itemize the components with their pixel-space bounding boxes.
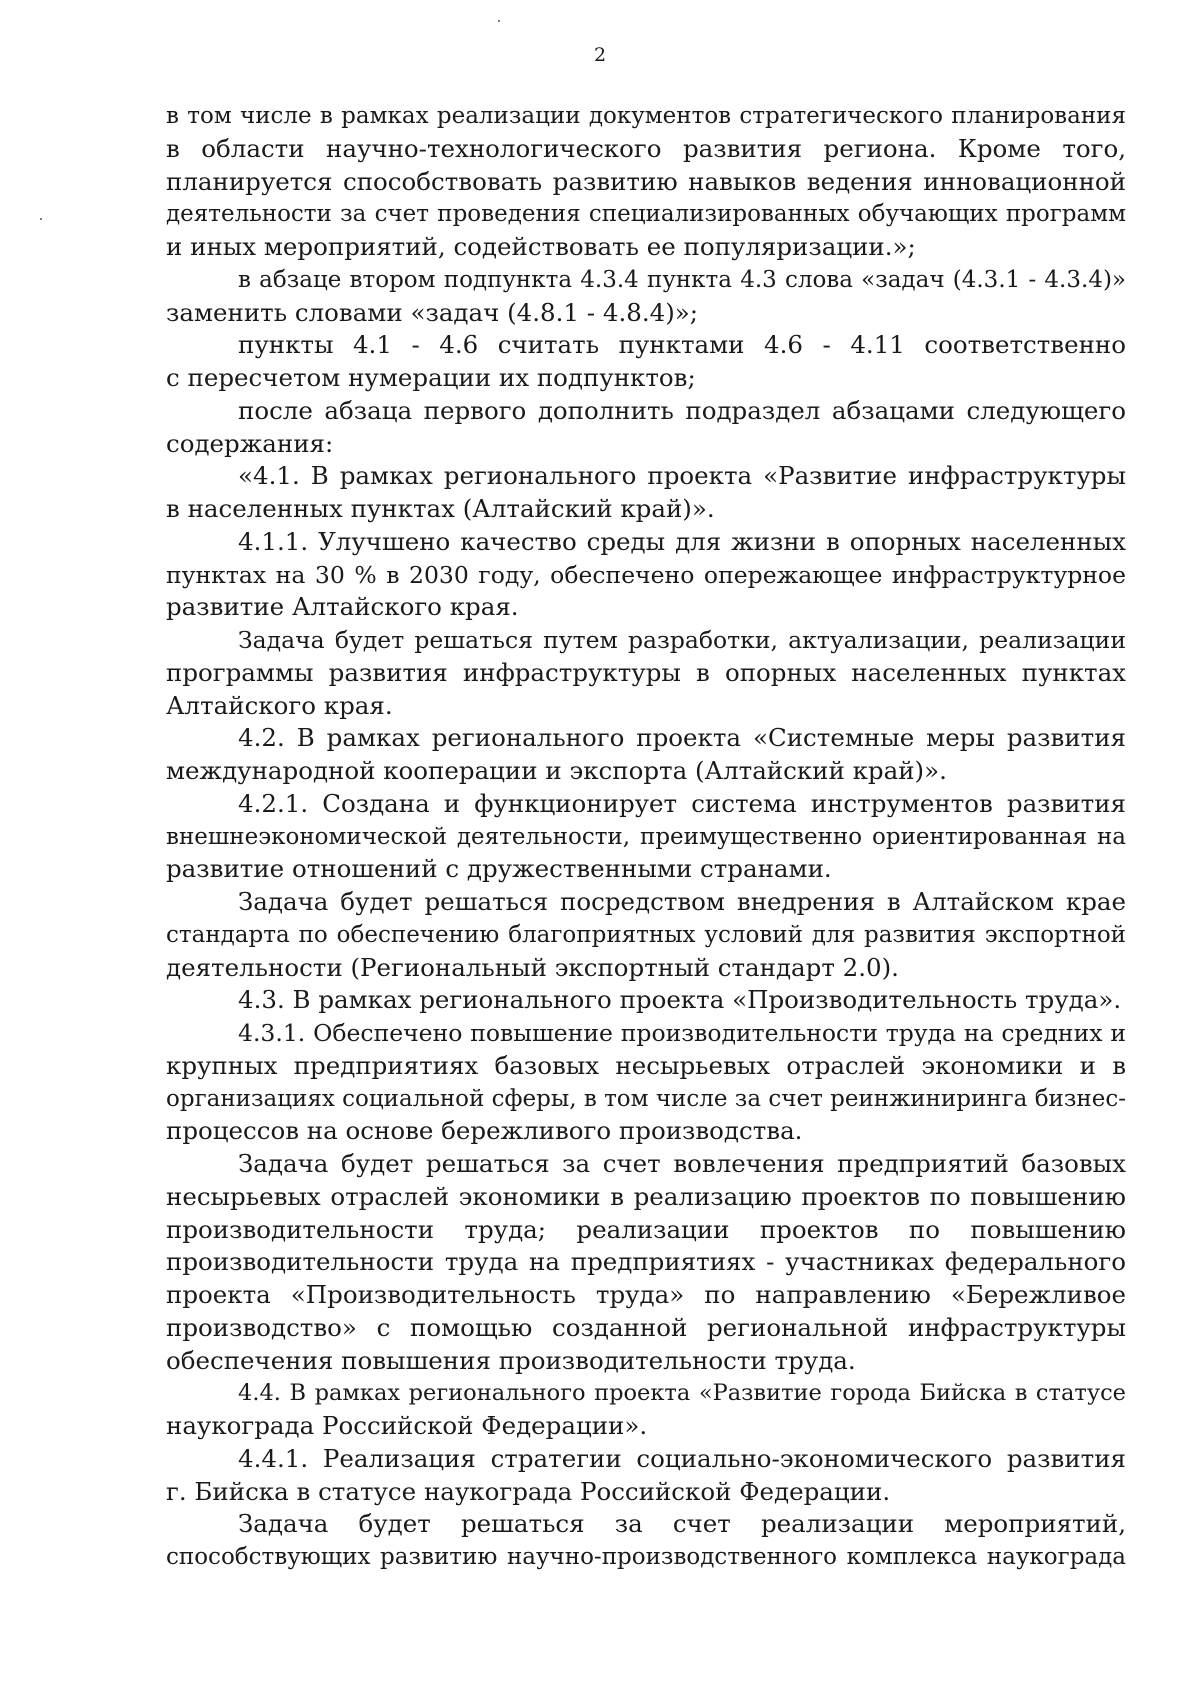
text-line: пунктах на 30 % в 2030 году, обеспечено опережающее инфраструктурное [166, 560, 1126, 589]
paragraph-first-line: 4.2. В рамках регионального проекта «Системные меры развития [238, 723, 1126, 753]
text-line: международной кооперации и экспорта (Алтайский край)». [166, 756, 947, 785]
text-line: наукограда Российской Федерации». [166, 1411, 648, 1440]
text-line: стандарта по обеспечению благоприятных условий для развития экспортной [166, 921, 1126, 948]
text-line: проекта «Производительность труда» по направлению «Бережливое [166, 1280, 1126, 1309]
text-line: способствующих развитию научно-производственного комплекса наукограда [166, 1544, 1126, 1570]
text-line: процессов на основе бережливого производства. [166, 1116, 803, 1146]
text-line: в населенных пунктах (Алтайский край)». [166, 494, 715, 523]
paragraph-first-line: 4.4.1. Реализация стратегии социально-экономического развития [238, 1443, 1126, 1473]
text-line: и иных мероприятий, содействовать ее популяризации.»; [166, 232, 916, 261]
text-line: внешнеэкономической деятельности, преимущественно ориентированная на [166, 823, 1126, 850]
text-line: с пересчетом нумерации их подпунктов; [166, 363, 696, 392]
text-line: развитие отношений с дружественными странами. [166, 854, 832, 884]
paragraph-first-line: пункты 4.1 - 4.6 считать пунктами 4.6 - 4.11 соответственно [238, 330, 1126, 360]
paragraph-first-line: 4.2.1. Создана и функционирует система инструментов развития [238, 788, 1126, 818]
text-line: в том числе в рамках реализации документов стратегического планирования [166, 103, 1126, 129]
text-line: программы развития инфраструктуры в опорных населенных пунктах [166, 657, 1126, 687]
paragraph-first-line: Задача будет решаться путем разработки, актуализации, реализации [238, 626, 1126, 654]
text-line: заменить словами «задач (4.8.1 - 4.8.4)»; [166, 297, 699, 327]
text-line: г. Бийска в статусе наукограда Российской Федерации. [166, 1476, 891, 1506]
paragraph-first-line: Задача будет решаться посредством внедрения в Алтайском крае [238, 887, 1126, 916]
paragraph-first-line: 4.4. В рамках регионального проекта «Развитие города Бийска в статусе [238, 1380, 1126, 1407]
paragraph-first-line: Задача будет решаться за счет реализации мероприятий, [238, 1509, 1126, 1539]
text-line: развитие Алтайского края. [166, 592, 519, 622]
text-line: обеспечения повышения производительности труда. [166, 1345, 856, 1375]
text-line: производительности труда; реализации проектов по повышению [166, 1214, 1126, 1244]
page-number: 2 [593, 44, 607, 66]
text-line: крупных предприятиях базовых несырьевых отраслей экономики и в [166, 1050, 1126, 1080]
text-line: деятельности за счет проведения специализированных обучающих программ [166, 201, 1126, 228]
text-line: производство» с помощью созданной региональной инфраструктуры [166, 1312, 1126, 1342]
text-line: организациях социальной сферы, в том числе за счет реинжиниринга бизнес- [166, 1085, 1127, 1112]
text-line: деятельности (Региональный экспортный стандарт 2.0). [166, 952, 899, 982]
text-line: содержания: [166, 428, 334, 458]
text-line: планируется способствовать развитию навыков ведения инновационной [166, 166, 1126, 196]
scan-speck [40, 218, 42, 220]
text-line: Алтайского края. [166, 690, 393, 720]
scan-speck [498, 20, 500, 22]
paragraph-first-line: в абзаце втором подпункта 4.3.4 пункта 4.3 слова «задач (4.3.1 - 4.3.4)» [238, 266, 1126, 293]
paragraph-first-line: 4.3. В рамках регионального проекта «Производительность труда». [238, 985, 1122, 1015]
paragraph-first-line: 4.3.1. Обеспечено повышение производительности труда на средних и [238, 1019, 1126, 1047]
text-line: несырьевых отраслей экономики в реализацию проектов по повышению [166, 1181, 1126, 1211]
paragraph-first-line: Задача будет решаться за счет вовлечения предприятий базовых [238, 1149, 1126, 1178]
paragraph-first-line: после абзаца первого дополнить подраздел абзацами следующего [238, 395, 1126, 425]
paragraph-first-line: 4.1.1. Улучшено качество среды для жизни в опорных населенных [238, 526, 1126, 556]
paragraph-first-line: «4.1. В рамках регионального проекта «Развитие инфраструктуры [238, 461, 1126, 491]
document-body [166, 100, 1126, 1574]
text-line: производительности труда на предприятиях - участниках федерального [166, 1247, 1126, 1277]
text-line: в области научно-технологического развития региона. Кроме того, [166, 133, 1126, 163]
